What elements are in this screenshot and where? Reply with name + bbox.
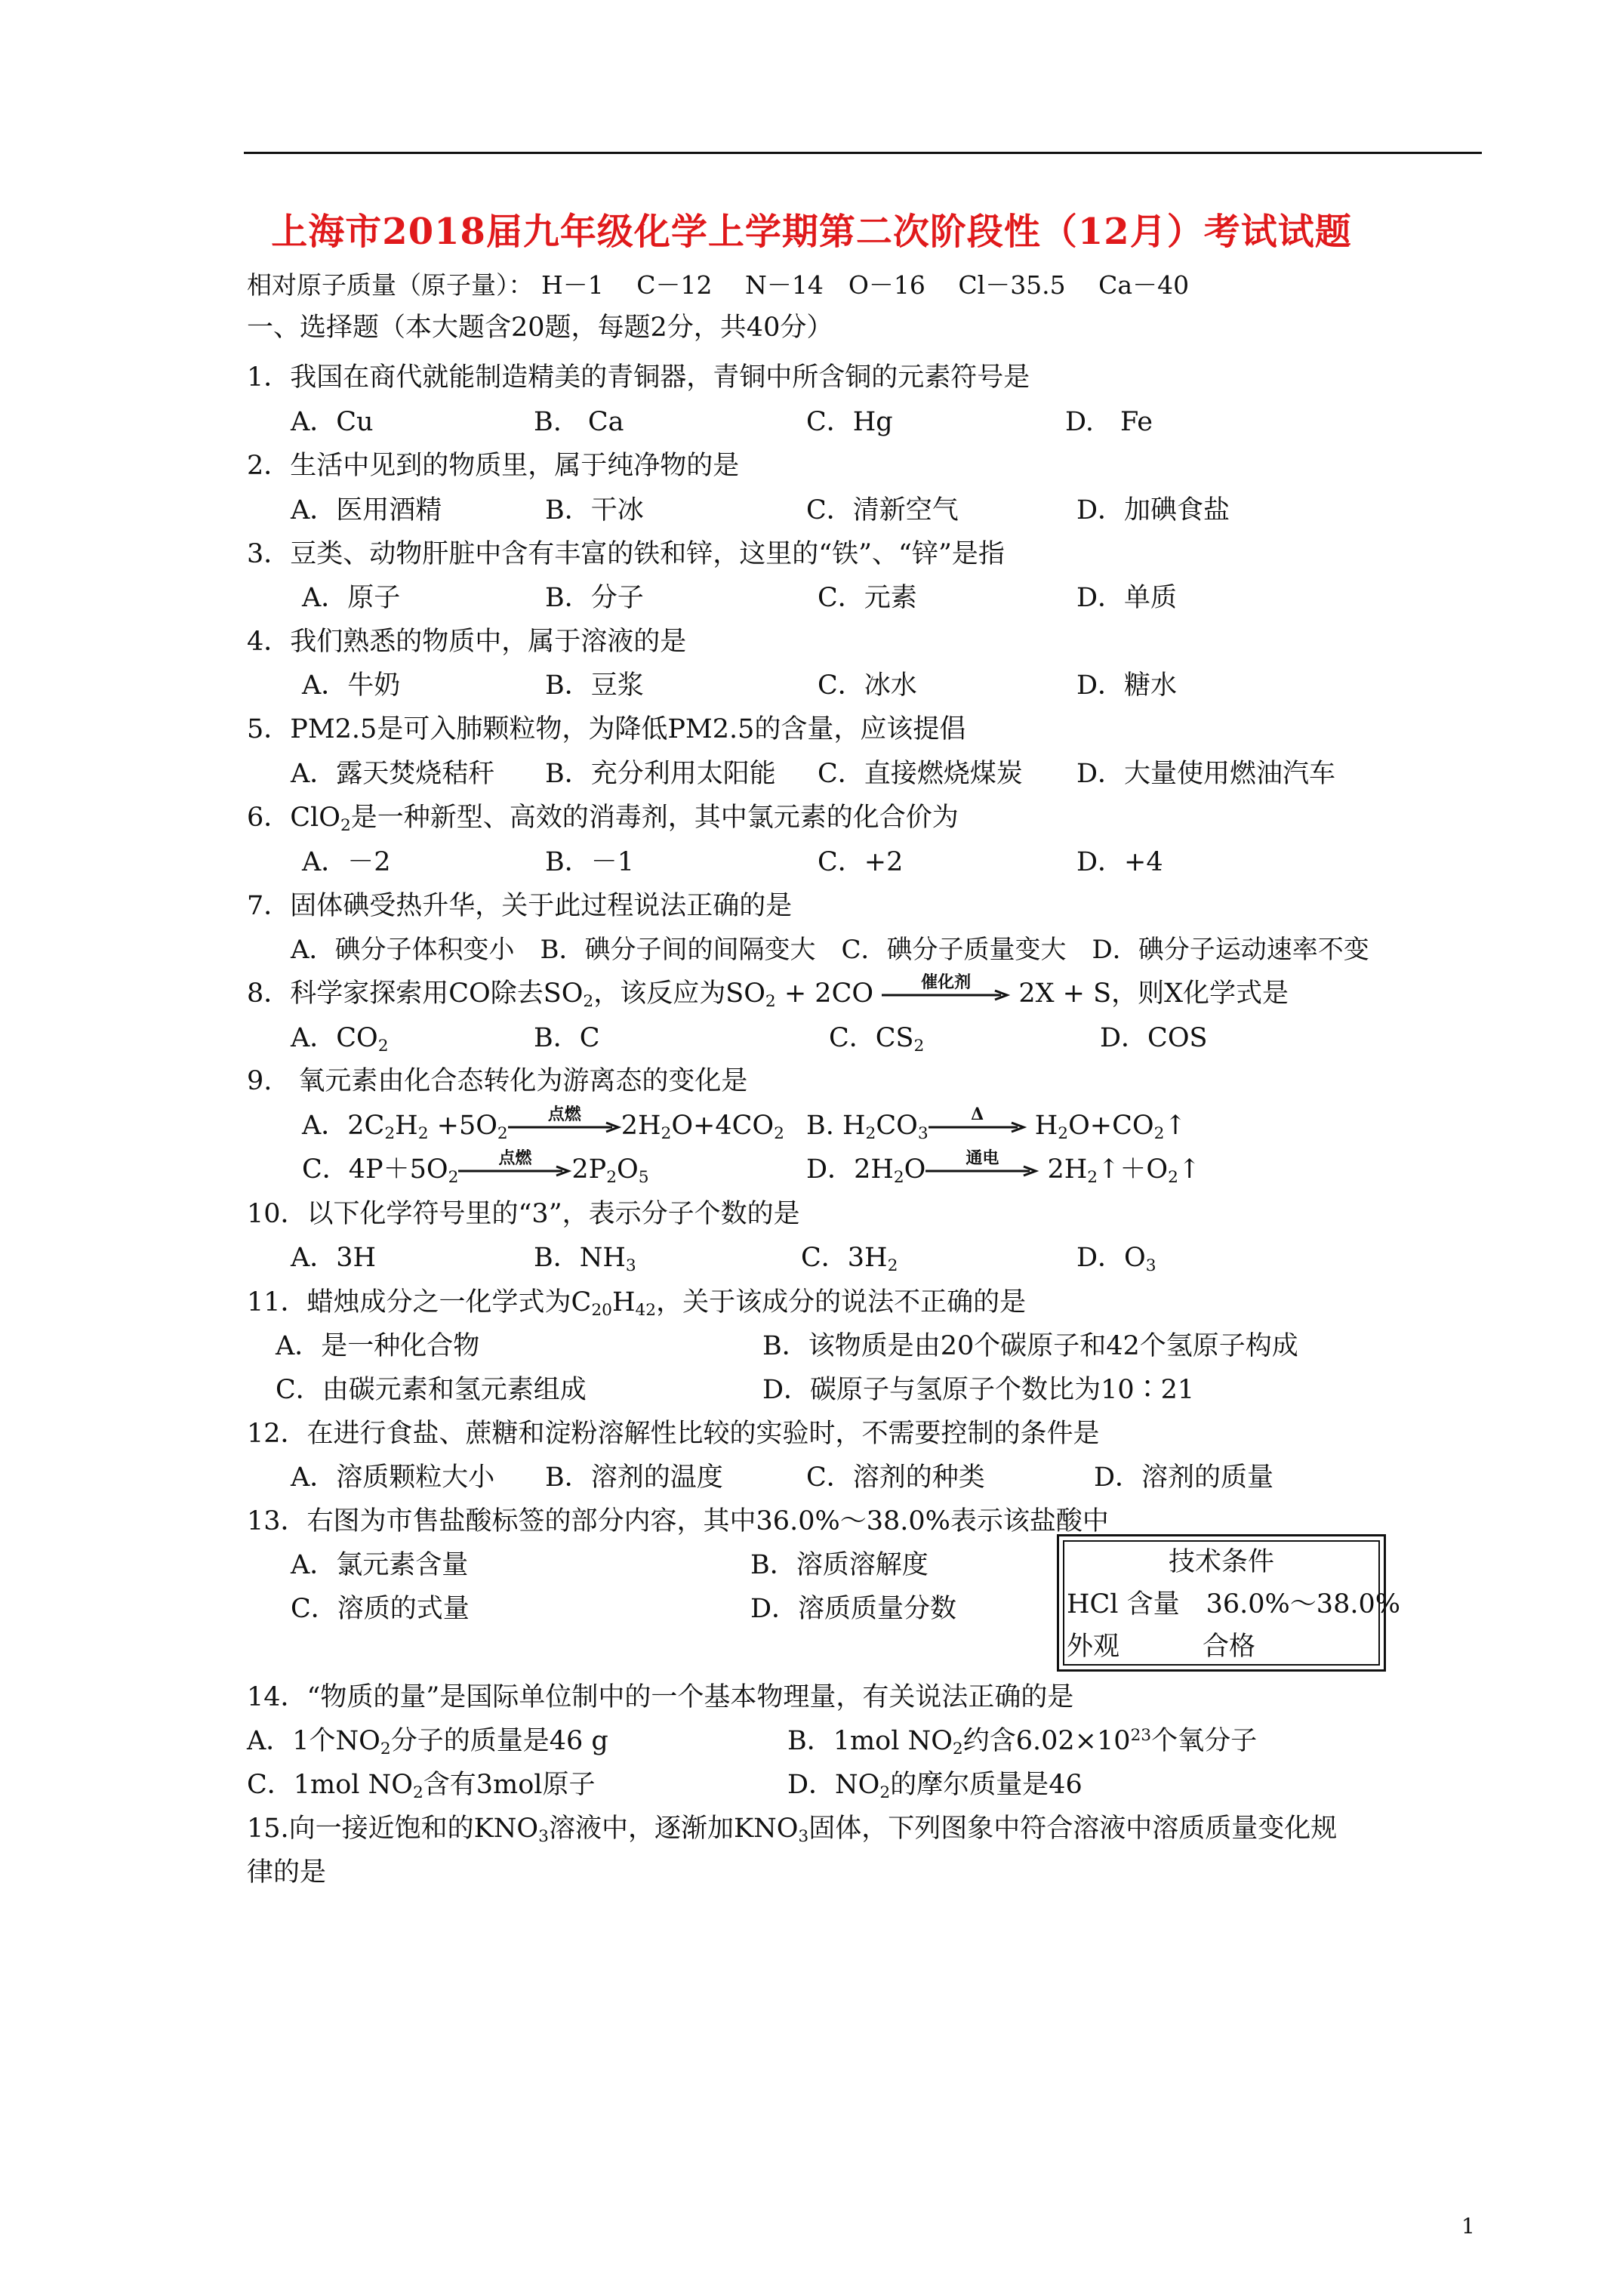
q8-option-c-sub: 2 <box>913 1037 925 1056</box>
question-8-stem <box>247 972 1289 1012</box>
q15-mid: 溶液中，逐渐加KNO <box>548 1814 799 1844</box>
q11-option-a: A．是一种化合物 <box>276 1331 480 1361</box>
q8-option-b: B．C <box>534 1023 600 1053</box>
q8-option-a-sub: 2 <box>377 1037 389 1056</box>
q4-option-a: A．牛奶 <box>302 670 401 701</box>
question-2-stem: 2．生活中见到的物质里，属于纯净物的是 <box>247 451 740 481</box>
q2-option-a: A．医用酒精 <box>291 495 442 525</box>
q14-b-pre: B．1mol NO <box>787 1726 953 1756</box>
q9-option-d: D．$2H_2O$ 通电 $2H_2↑+O_2↑$ <box>806 1148 1201 1188</box>
q15-sub2: 3 <box>798 1827 809 1847</box>
q9-a-condition: 点燃 <box>547 1104 581 1124</box>
q6-option-b: B．－1 <box>545 847 634 877</box>
q11-option-c: C．由碳元素和氢元素组成 <box>276 1375 587 1405</box>
page-number: 1 <box>1461 2214 1475 2239</box>
q15-pre: 15.向一接近饱和的KNO <box>247 1814 539 1844</box>
q3-option-d: D．单质 <box>1076 583 1178 613</box>
q6-option-d: D．+4 <box>1076 847 1163 877</box>
q15-sub1: 3 <box>538 1827 549 1847</box>
page-title: 上海市2018届九年级化学上学期第二次阶段性（12月）考试试题 <box>271 211 1352 253</box>
q12-option-a: A．溶质颗粒大小 <box>291 1462 495 1493</box>
q1-option-c: C．Hg <box>806 407 893 437</box>
q14-a-sub: 2 <box>380 1740 391 1759</box>
q12-option-c: C．溶剂的种类 <box>806 1462 985 1493</box>
q14-b-sup: 23 <box>1130 1726 1152 1746</box>
q3-option-a: A．原子 <box>302 583 401 613</box>
q4-option-d: D．糖水 <box>1076 670 1178 701</box>
q14-option-c <box>247 1768 596 1801</box>
q12-option-b: B．溶剂的温度 <box>545 1462 723 1493</box>
q9-d-arrow <box>925 1148 1039 1177</box>
q10-option-d <box>1076 1241 1156 1274</box>
q2-option-c: C．清新空气 <box>806 495 959 525</box>
q9-c-label: C． <box>302 1154 349 1185</box>
q6-stem-pre: 6．ClO <box>247 803 340 833</box>
q8-stem-pre: 8．科学家探索用CO除去SO <box>247 978 584 1009</box>
q2-option-d: D．加碘食盐 <box>1076 495 1230 525</box>
q8-option-c <box>829 1022 924 1055</box>
question-4-stem: 4．我们熟悉的物质中，属于溶液的是 <box>247 627 687 657</box>
q9-d-label: D． <box>806 1154 855 1185</box>
q8-sub1: 2 <box>583 992 594 1012</box>
q14-c-post: 含有3mol原子 <box>423 1770 596 1800</box>
hydrochloric-acid-label <box>1057 1534 1400 1672</box>
label-title: 技术条件 <box>1168 1547 1274 1577</box>
q11-stem-pre: 11．蜡烛成分之一化学式为C <box>247 1287 592 1318</box>
q8-option-d: D．COS <box>1100 1023 1208 1053</box>
q10-d-text: D．O <box>1076 1243 1146 1273</box>
q14-a-pre: A．1个NO <box>247 1726 380 1756</box>
label-appearance-key: 外观 <box>1067 1632 1120 1662</box>
q9-b-label: B. <box>806 1111 834 1141</box>
q14-a-post: 分子的质量是46 g <box>390 1726 608 1756</box>
question-5-stem: 5．PM2.5是可入肺颗粒物，为降低PM2.5的含量，应该提倡 <box>247 714 966 744</box>
q8-stem-post: 2X + S，则X化学式是 <box>1018 978 1289 1009</box>
q9-c-arrow <box>458 1148 571 1177</box>
q7-options: A．碘分子体积变小 B．碘分子间的间隔变大 C．碘分子质量变大 D．碘分子运动速率不变 <box>291 935 1369 965</box>
question-6-stem <box>247 801 959 834</box>
q14-option-a <box>247 1724 608 1758</box>
q10-d-sub: 3 <box>1145 1256 1156 1276</box>
q6-stem-sub: 2 <box>340 816 351 836</box>
q5-option-d: D．大量使用燃油汽车 <box>1076 759 1336 789</box>
q6-option-c: C．+2 <box>818 847 904 877</box>
q11-option-d: D．碳原子与氢原子个数比为10∶21 <box>762 1375 1195 1405</box>
q11-option-b: B．该物质是由20个碳原子和42个氢原子构成 <box>762 1331 1298 1361</box>
q14-d-sub: 2 <box>879 1783 891 1803</box>
q12-option-d: D．溶剂的质量 <box>1094 1462 1274 1493</box>
q10-b-text: B．NH <box>534 1243 626 1273</box>
q10-b-sub: 3 <box>625 1256 636 1276</box>
q8-reaction-arrow <box>882 972 1010 1001</box>
q5-option-c: C．直接燃烧煤炭 <box>818 759 1023 789</box>
q1-option-d: D. Fe <box>1065 407 1153 437</box>
q9-c-condition: 点燃 <box>498 1148 532 1168</box>
question-15-stem <box>247 1812 1337 1845</box>
q13-option-b: B．溶质溶解度 <box>750 1550 929 1580</box>
q10-c-text: C．3H <box>801 1243 888 1273</box>
q4-option-b: B．豆浆 <box>545 670 644 701</box>
q6-option-a: A．－2 <box>302 847 391 877</box>
q8-stem-mid: ，该反应为SO <box>593 978 765 1009</box>
q9-option-b: B. $H_2CO_3$ Δ $H_2O+CO_2↑$ <box>806 1104 1187 1144</box>
q8-option-c-text: C．CS <box>829 1023 914 1053</box>
question-14-stem: 14．“物质的量”是国际单位制中的一个基本物理量，有关说法正确的是 <box>247 1682 1074 1712</box>
q8-option-a <box>291 1022 389 1055</box>
q9-a-arrow <box>508 1104 621 1133</box>
q1-option-a: A．Cu <box>291 407 374 437</box>
q14-b-mid: 约含6.02×10 <box>962 1726 1131 1756</box>
atomic-masses: 相对原子质量（原子量）： H－1 C－12 N－14 O－16 Cl－35.5 Ca－40 <box>247 270 1190 300</box>
q11-stem-post: ，关于该成分的说法不正确的是 <box>656 1287 1027 1318</box>
question-7-stem: 7．固体碘受热升华，关于此过程说法正确的是 <box>247 891 793 921</box>
question-3-stem: 3．豆类、动物肝脏中含有丰富的铁和锌，这里的“铁”、“锌”是指 <box>247 539 1005 569</box>
label-appearance-value: 合格 <box>1203 1632 1256 1662</box>
q9-option-a: A．$2C_2H_2 +5O_2$ 点燃 $2H_2O+4CO_2$ <box>302 1104 784 1144</box>
q2-option-b: B．干冰 <box>545 495 644 525</box>
q9-d-condition: 通电 <box>965 1148 999 1168</box>
q9-option-c: C．$4P+5O_2$ 点燃 $2P_2O_5$ <box>302 1148 649 1188</box>
q9-a-label: A． <box>302 1111 348 1141</box>
q8-stem-mid2: + 2CO <box>775 978 874 1009</box>
q15-post: 固体，下列图象中符合溶液中溶质质量变化规 <box>808 1814 1338 1844</box>
q14-d-post: 的摩尔质量是46 <box>890 1770 1083 1800</box>
q14-d-pre: D．NO <box>787 1770 880 1800</box>
q6-stem-post: 是一种新型、高效的消毒剂，其中氯元素的化合价为 <box>350 803 959 833</box>
question-10-stem: 10．以下化学符号里的“3”，表示分子个数的是 <box>247 1199 800 1229</box>
q10-option-c <box>801 1241 898 1274</box>
q1-option-b: B. Ca <box>534 407 624 437</box>
header-rule <box>244 152 1482 154</box>
q13-option-a: A．氯元素含量 <box>291 1550 469 1580</box>
q10-option-b <box>534 1241 636 1274</box>
q11-sub2: 42 <box>635 1301 657 1321</box>
q14-b-post: 个氧分子 <box>1151 1726 1258 1756</box>
section-heading: 一、选择题（本大题含20题，每题2分，共40分） <box>247 313 833 343</box>
q10-c-sub: 2 <box>887 1256 898 1276</box>
question-13-stem: 13．右图为市售盐酸标签的部分内容，其中36.0%～38.0%表示该盐酸中 <box>247 1506 1109 1536</box>
question-9-stem: 9. 氧元素由化合态转化为游离态的变化是 <box>247 1066 748 1096</box>
question-15-stem-line2: 律的是 <box>247 1857 327 1888</box>
q11-sub1: 20 <box>591 1301 612 1321</box>
q3-option-b: B．分子 <box>545 583 644 613</box>
question-12-stem: 12．在进行食盐、蔗糖和淀粉溶解性比较的实验时，不需要控制的条件是 <box>247 1419 1100 1449</box>
question-11-stem <box>247 1286 1026 1319</box>
q13-option-c: C．溶质的式量 <box>291 1594 470 1624</box>
q11-stem-mid: H <box>611 1287 636 1318</box>
label-hcl-content: HCl 含量 36.0%～38.0% <box>1067 1589 1400 1620</box>
q10-option-a: A．3H <box>291 1243 377 1273</box>
q5-option-b: B．充分利用太阳能 <box>545 759 776 789</box>
q14-c-sub: 2 <box>412 1783 423 1803</box>
q8-option-a-text: A．CO <box>291 1023 378 1053</box>
q3-option-c: C．元素 <box>818 583 917 613</box>
q14-c-pre: C．1mol NO <box>247 1770 413 1800</box>
question-1-stem: 1．我国在商代就能制造精美的青铜器，青铜中所含铜的元素符号是 <box>247 362 1030 393</box>
q14-b-sub: 2 <box>952 1740 963 1759</box>
q9-b-arrow <box>929 1104 1027 1133</box>
q8-catalyst-label: 催化剂 <box>921 972 972 992</box>
q13-option-d: D．溶质质量分数 <box>750 1594 957 1624</box>
q14-option-b <box>787 1724 1257 1758</box>
q5-option-a: A．露天焚烧秸秆 <box>291 759 495 789</box>
q14-option-d <box>787 1768 1083 1801</box>
q9-b-condition: Δ <box>971 1104 984 1124</box>
q4-option-c: C．冰水 <box>818 670 917 701</box>
q8-sub2: 2 <box>765 992 776 1012</box>
